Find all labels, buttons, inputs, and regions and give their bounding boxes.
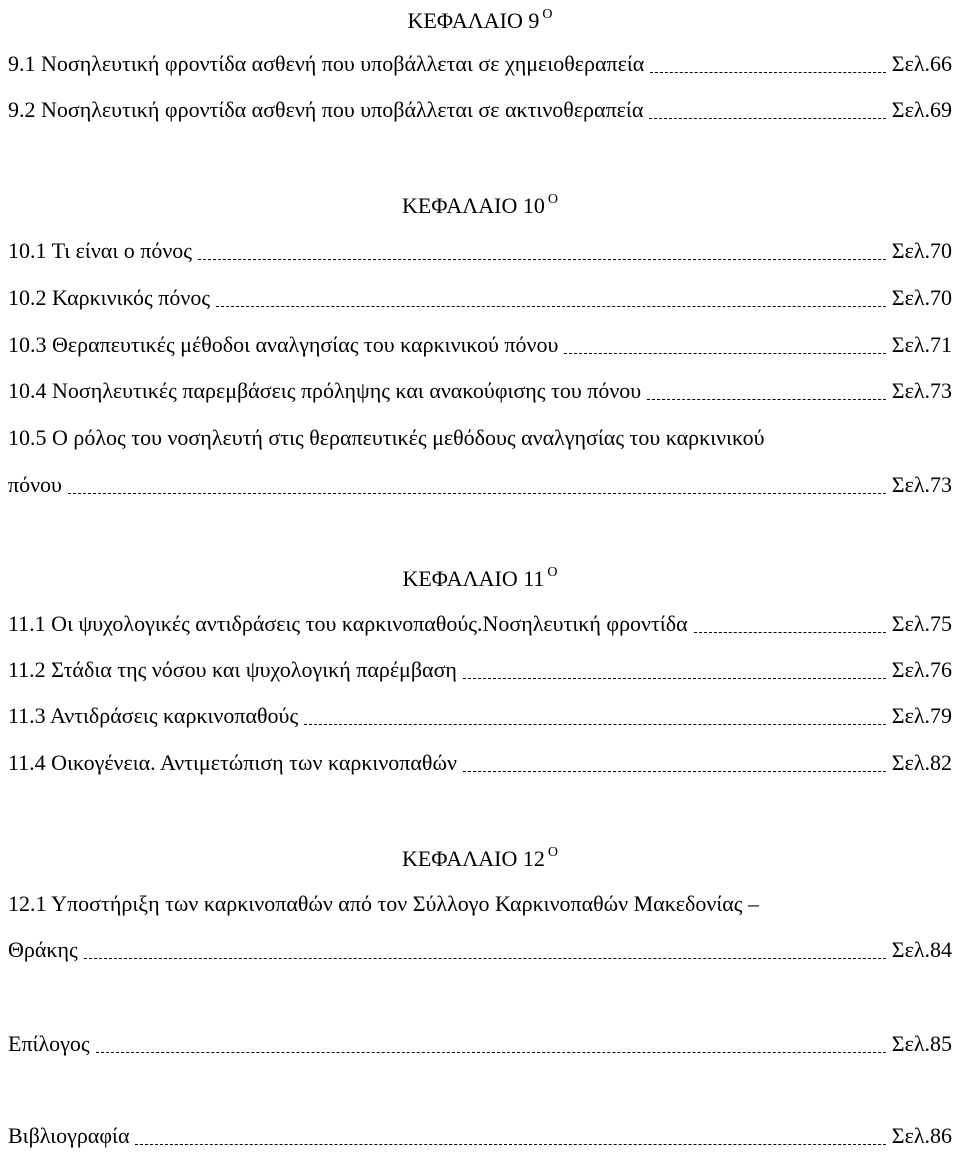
toc-entry-bibliography[interactable] [8,1125,952,1147]
leader-line [564,353,885,354]
toc-entry-9-1[interactable] [8,53,952,75]
chapter-heading-text: ΚΕΦΑΛΑΙΟ 11 [402,566,545,591]
toc-entry-page: Σελ.84 [891,937,952,962]
leader-line [68,493,886,494]
toc-entry-10-5-line1[interactable] [8,427,765,449]
leader-line [304,724,886,725]
leader-line [694,632,886,633]
chapter-heading-text: ΚΕΦΑΛΑΙΟ 10 [402,193,545,218]
toc-entry-10-1[interactable] [8,240,952,262]
leader-line [463,678,886,679]
toc-entry-label: 9.2 Νοσηλευτική φροντίδα ασθενή που υποβάλλεται σε ακτινοθεραπεία [8,97,644,122]
chapter-heading-text: ΚΕΦΑΛΑΙΟ 9 [407,8,540,33]
toc-entry-page: Σελ.86 [891,1123,952,1148]
leader-line [96,1052,886,1053]
toc-entry-page: Σελ.66 [891,51,952,76]
toc-entry-label: πόνου [8,472,62,497]
toc-entry-page: Σελ.76 [891,657,952,682]
toc-entry-9-2[interactable] [8,99,952,121]
toc-entry-label: 11.1 Οι ψυχολογικές αντιδράσεις του καρκινοπαθούς.Νοσηλευτική φροντίδα [8,611,688,636]
leader-line [647,399,886,400]
chapter-heading-text: ΚΕΦΑΛΑΙΟ 12 [402,846,545,871]
toc-entry-12-1[interactable] [8,939,952,961]
toc-entry-label: 10.3 Θεραπευτικές μέθοδοι αναλγησίας του καρκινικού πόνου [8,332,559,357]
toc-entry-page: Σελ.85 [891,1031,952,1056]
toc-entry-page: Σελ.70 [891,238,952,263]
toc-entry-label: 10.4 Νοσηλευτικές παρεμβάσεις πρόληψης και ανακούφισης του πόνου [8,378,642,403]
toc-entry-label: Θράκης [8,937,78,962]
toc-entry-11-1[interactable] [8,613,952,635]
toc-entry-11-4[interactable] [8,752,952,774]
chapter-11-heading [0,566,960,590]
toc-entry-label: 11.4 Οικογένεια. Αντιμετώπιση των καρκινοπαθών [8,750,457,775]
leader-line [84,958,886,959]
chapter-9-heading [0,8,960,32]
toc-entry-10-5[interactable] [8,474,952,496]
chapter-12-heading [0,846,960,870]
toc-entry-10-4[interactable] [8,380,952,402]
toc-entry-label: 9.1 Νοσηλευτική φροντίδα ασθενή που υποβάλλεται σε χημειοθεραπεία [8,51,645,76]
toc-entry-label: 10.2 Καρκινικός πόνος [8,285,211,310]
leader-line [463,771,886,772]
chapter-heading-sup: Ο [547,192,558,207]
chapter-heading-sup: Ο [547,565,558,580]
toc-entry-label: 11.2 Στάδια της νόσου και ψυχολογική παρέμβαση [8,657,457,682]
toc-entry-page: Σελ.73 [891,378,952,403]
toc-entry-page: Σελ.79 [891,703,952,728]
toc-entry-label: Βιβλιογραφία [8,1123,130,1148]
toc-entry-label: 10.1 Τι είναι ο πόνος [8,238,193,263]
chapter-heading-sup: Ο [547,845,558,860]
toc-entry-page: Σελ.75 [891,611,952,636]
toc-entry-page: Σελ.70 [891,285,952,310]
toc-entry-10-3[interactable] [8,334,952,356]
leader-line [650,72,886,73]
toc-entry-label-line1: 10.5 Ο ρόλος του νοσηλευτή στις θεραπευτικές μεθόδους αναλγησίας του καρκινικού [8,425,765,450]
toc-entry-10-2[interactable] [8,287,952,309]
toc-entry-11-3[interactable] [8,705,952,727]
leader-line [198,259,886,260]
toc-entry-12-1-line1[interactable] [8,893,759,915]
leader-line [216,306,886,307]
toc-entry-label: Επίλογος [8,1031,90,1056]
toc-entry-page: Σελ.82 [891,750,952,775]
leader-line [135,1144,885,1145]
leader-line [649,118,885,119]
toc-entry-page: Σελ.69 [891,97,952,122]
toc-entry-11-2[interactable] [8,659,952,681]
chapter-10-heading [0,193,960,217]
toc-entry-page: Σελ.71 [891,332,952,357]
toc-entry-label-line1: 12.1 Υποστήριξη των καρκινοπαθών από τον Σύλλογο Καρκινοπαθών Μακεδονίας – [8,891,759,916]
toc-entry-page: Σελ.73 [891,472,952,497]
chapter-heading-sup: Ο [542,7,553,22]
toc-entry-label: 11.3 Αντιδράσεις καρκινοπαθούς [8,703,299,728]
toc-entry-epilogue[interactable] [8,1033,952,1055]
